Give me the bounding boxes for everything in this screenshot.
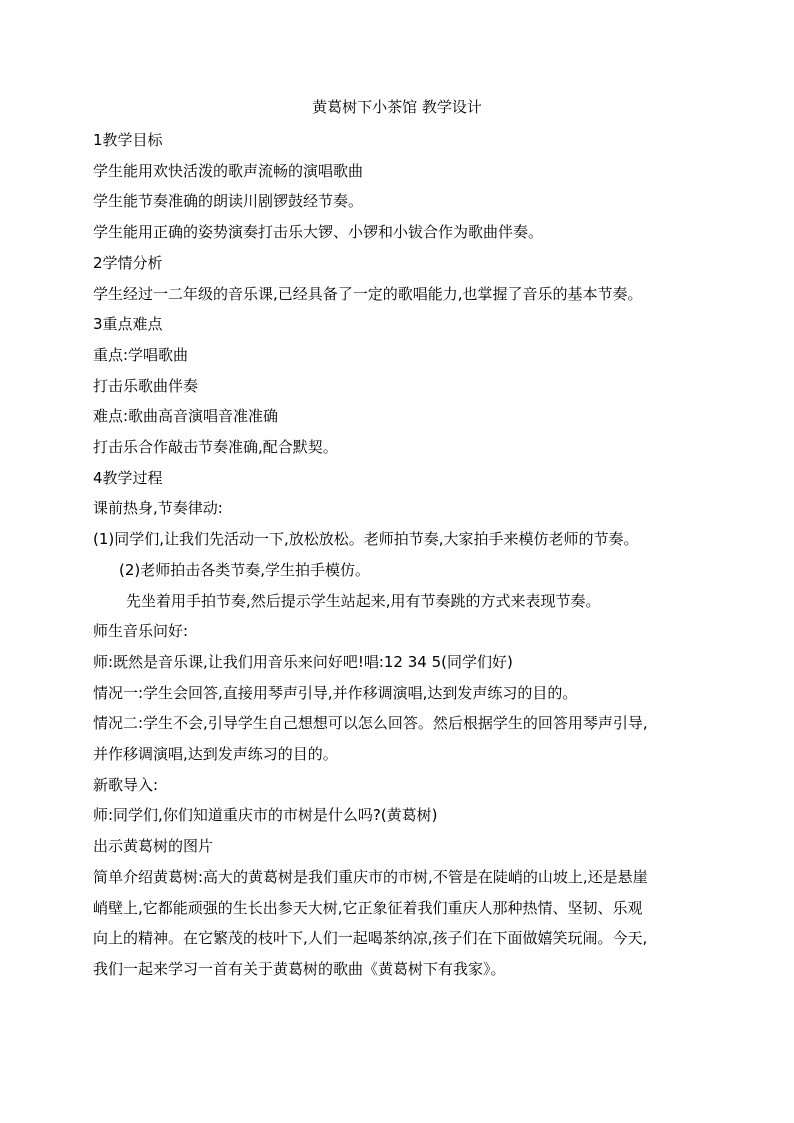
paragraph-line: (2)老师拍击各类节奏,学生拍手模仿。 <box>119 560 371 579</box>
paragraph-line: 并作移调演唱,达到发声练习的目的。 <box>93 745 338 764</box>
section-heading-analysis: 2学情分析 <box>93 253 163 272</box>
paragraph-line: 我们一起来学习一首有关于黄葛树的歌曲《黄葛树下有我家》。 <box>93 959 506 978</box>
paragraph-line: 打击乐歌曲伴奏 <box>93 376 199 395</box>
paragraph-line: 师:同学们,你们知道重庆市的市树是什么吗?(黄葛树) <box>93 806 438 825</box>
document-body <box>93 125 713 985</box>
paragraph-line: 重点:学唱歌曲 <box>93 345 189 364</box>
document-title: 黄葛树下小茶馆 教学设计 <box>312 98 482 116</box>
paragraph-line: 情况一:学生会回答,直接用琴声引导,并作移调演唱,达到发声练习的目的。 <box>93 683 578 702</box>
paragraph-line: 出示黄葛树的图片 <box>93 837 214 856</box>
section-heading-objectives: 1教学目标 <box>93 131 163 149</box>
paragraph-line: 新歌导入: <box>93 775 159 794</box>
paragraph-line: 学生能节奏准确的朗读川剧锣鼓经节奏。 <box>93 192 364 211</box>
section-heading-process: 4教学过程 <box>93 468 163 487</box>
paragraph-line: 难点:歌曲高音演唱音准准确 <box>93 407 279 426</box>
paragraph-line: 向上的精神。在它繁茂的枝叶下,人们一起喝茶纳凉,孩子们在下面做嬉笑玩闹。今天, <box>93 929 648 948</box>
section-heading-key-points: 3重点难点 <box>93 315 163 334</box>
paragraph-line: 打击乐合作敲击节奏准确,配合默契。 <box>93 438 338 457</box>
paragraph-line: 师:既然是音乐课,让我们用音乐来问好吧!唱:12 34 5(同学们好) <box>93 652 513 671</box>
paragraph-line: 学生能用正确的姿势演奏打击乐大锣、小锣和小钹合作为歌曲伴奏。 <box>93 223 544 242</box>
paragraph-line: 先坐着用手拍节奏,然后提示学生站起来,用有节奏跳的方式来表现节奏。 <box>126 591 601 610</box>
paragraph-line: 学生能用欢快活泼的歌声流畅的演唱歌曲 <box>93 161 364 180</box>
paragraph-line: 课前热身,节奏律动: <box>93 499 223 518</box>
paragraph-line: 师生音乐问好: <box>93 622 189 641</box>
paragraph-line: 峭壁上,它都能顽强的生长出参天大树,它正象征着我们重庆人那种热情、坚韧、乐观 <box>93 898 643 917</box>
paragraph-line: 学生经过一二年级的音乐课,已经具备了一定的歌唱能力,也掌握了音乐的基本节奏。 <box>93 284 643 303</box>
paragraph-line: 情况二:学生不会,引导学生自己想想可以怎么回答。然后根据学生的回答用琴声引导, <box>93 714 648 733</box>
paragraph-line: (1)同学们,让我们先活动一下,放松放松。老师拍节奏,大家拍手来模仿老师的节奏。 <box>93 530 639 549</box>
paragraph-line: 简单介绍黄葛树:高大的黄葛树是我们重庆市的市树,不管是在陡峭的山坡上,还是悬崖 <box>93 867 648 886</box>
